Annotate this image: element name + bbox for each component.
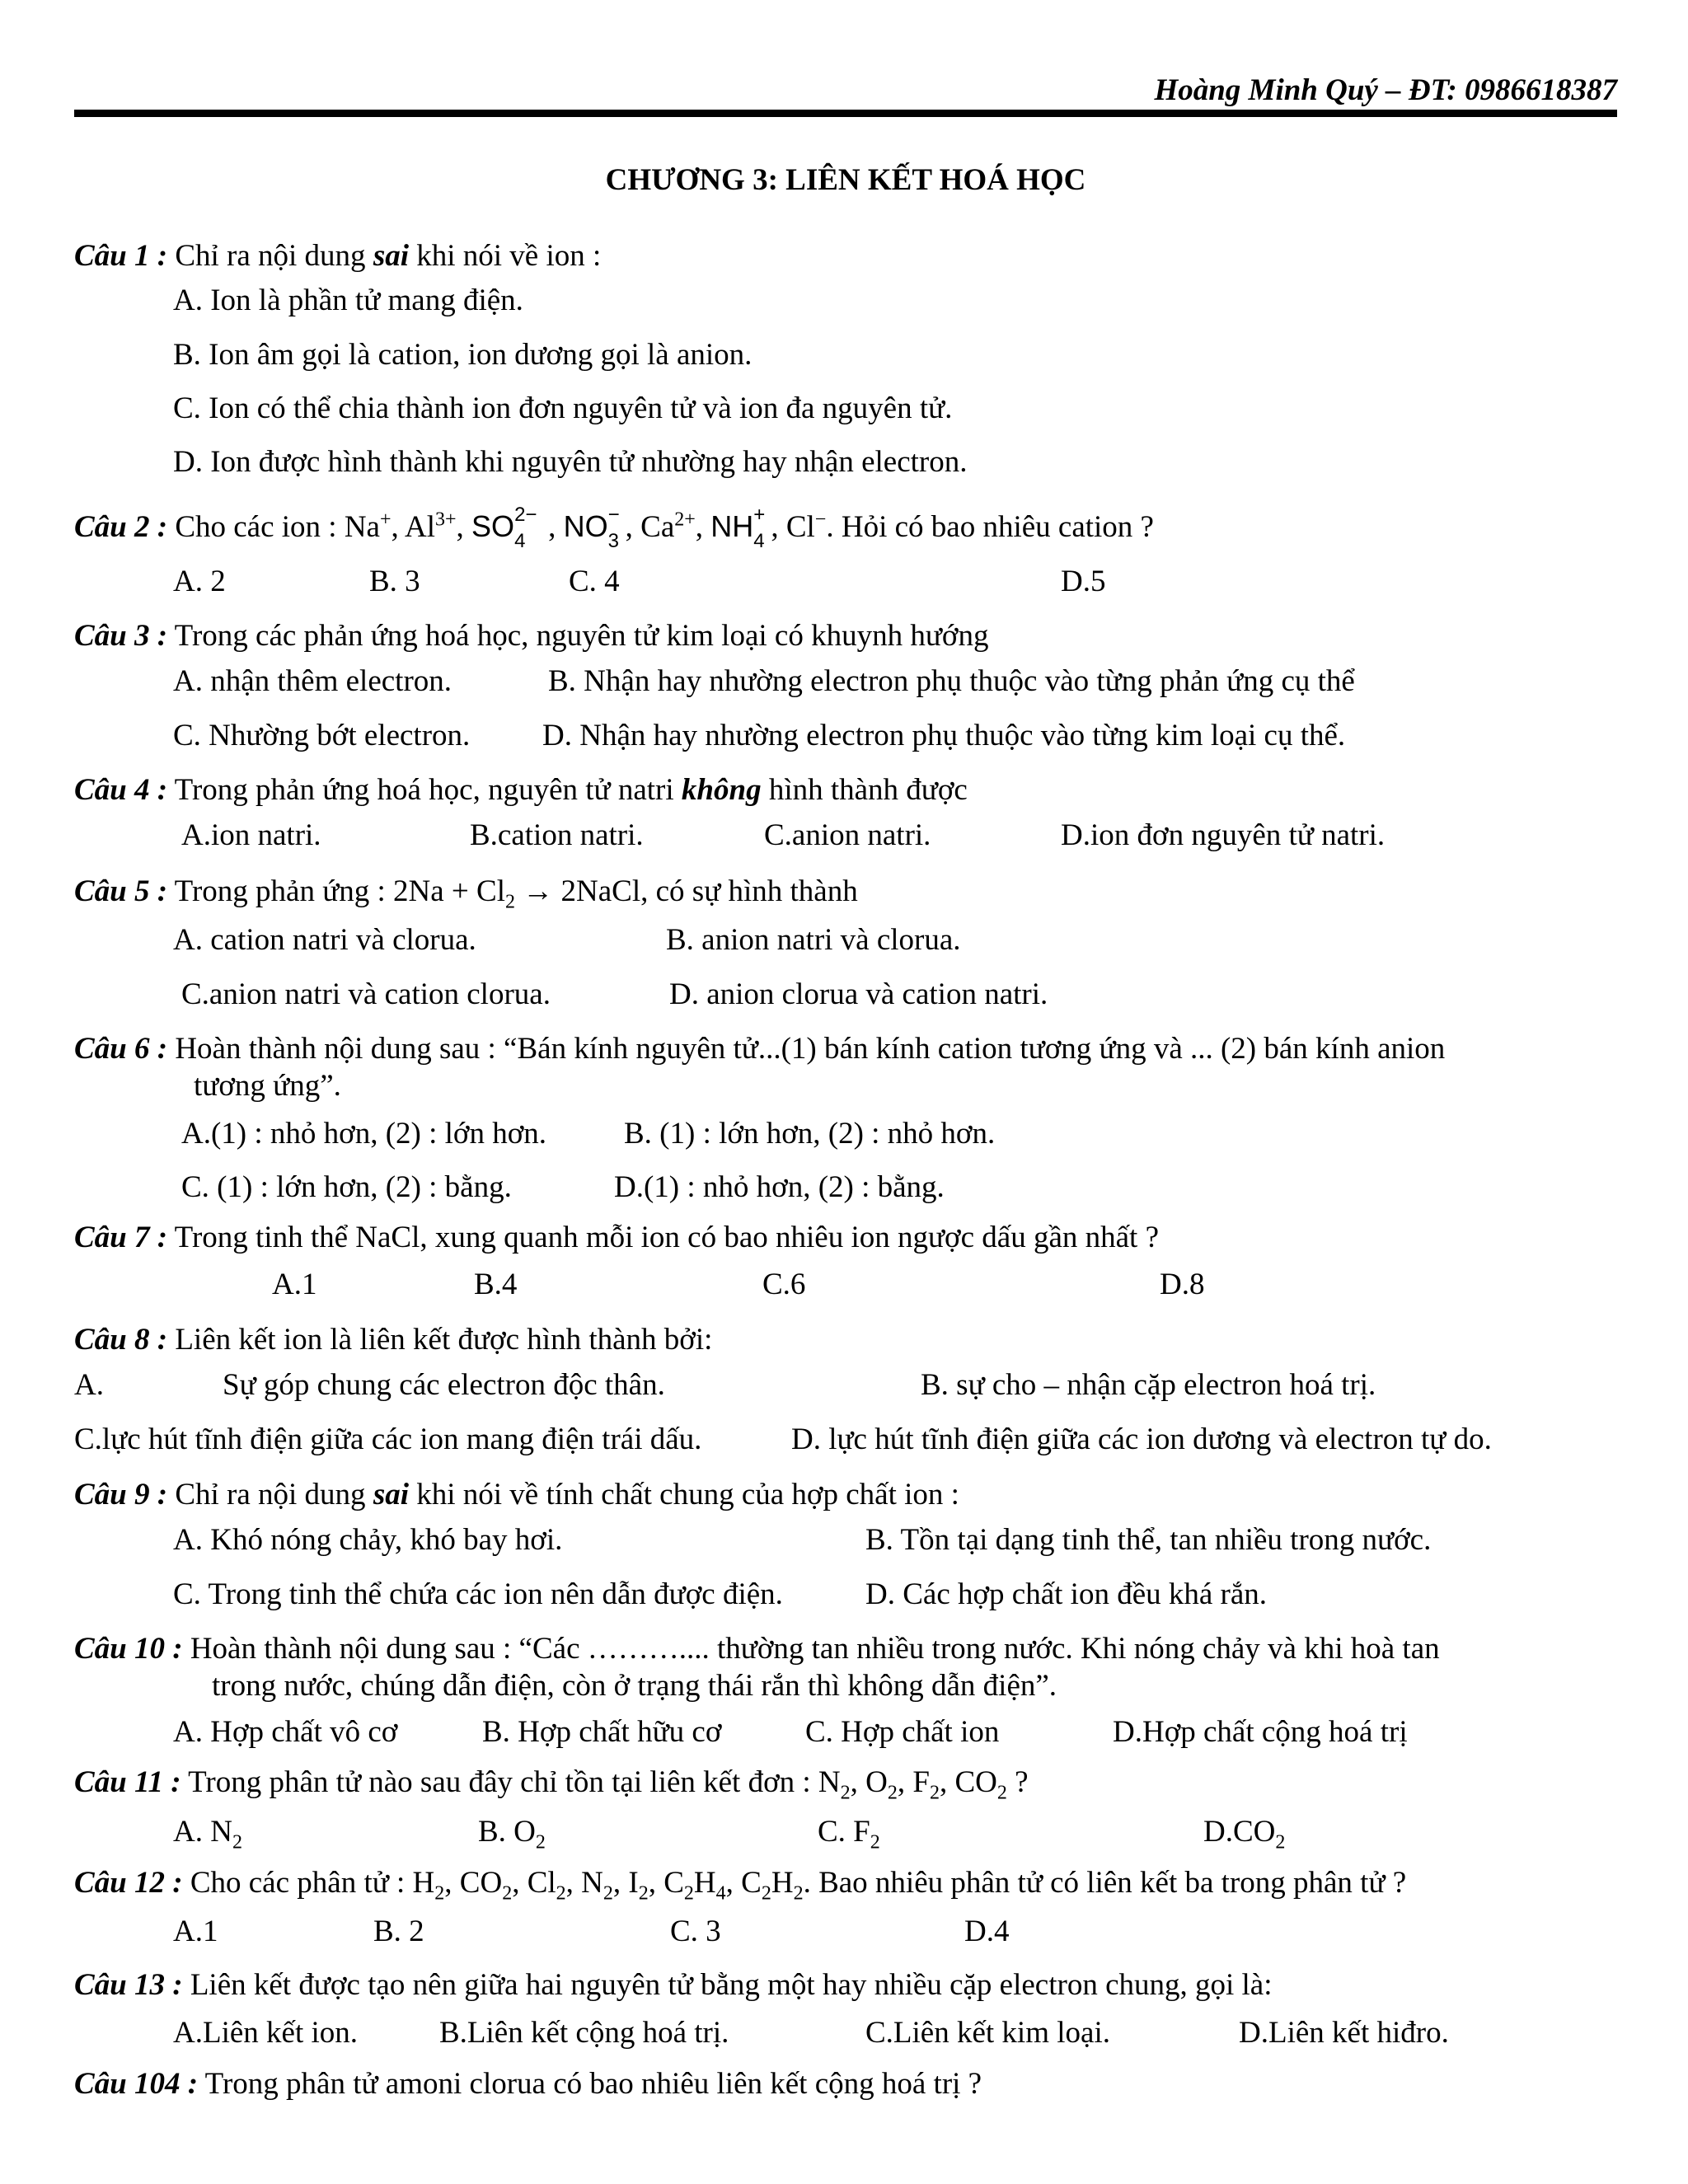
question-text: Liên kết ion là liên kết được hình thành bởi: bbox=[167, 1323, 713, 1357]
q3-option-a: A. nhận thêm electron. bbox=[173, 664, 452, 698]
q5-option-a: A. cation natri và clorua. bbox=[173, 923, 476, 957]
question-label: Câu 6 : bbox=[74, 1032, 168, 1066]
question-text: hình thành được bbox=[761, 773, 968, 807]
question-label: Câu 3 : bbox=[74, 619, 168, 653]
subscript: 2 bbox=[793, 1882, 804, 1905]
ion-ammonium: NH bbox=[710, 509, 754, 543]
q10-option-d: D.Hợp chất cộng hoá trị bbox=[1113, 1715, 1408, 1749]
subscript: 2 bbox=[840, 1782, 851, 1804]
subscript: 2 bbox=[502, 1882, 513, 1905]
q9-option-a: A. Khó nóng chảy, khó bay hơi. bbox=[173, 1523, 563, 1557]
emphasis: không bbox=[681, 773, 762, 807]
q13-option-b: B.Liên kết cộng hoá trị. bbox=[439, 2016, 729, 2050]
q7-option-d: D.8 bbox=[1160, 1268, 1205, 1301]
q10-option-c: C. Hợp chất ion bbox=[805, 1715, 1000, 1749]
question-label: Câu 13 : bbox=[74, 1968, 183, 2002]
subscript: 2 bbox=[535, 1831, 546, 1854]
q4-option-a: A.ion natri. bbox=[181, 818, 321, 852]
question-10-continuation: trong nước, chúng dẫn điện, còn ở trạng thái rắn thì không dẫn điện”. bbox=[212, 1669, 1057, 1703]
subscript: 2 bbox=[929, 1782, 940, 1804]
emphasis: sai bbox=[373, 239, 409, 273]
question-text: Trong các phản ứng hoá học, nguyên tử kim loại có khuynh hướng bbox=[167, 619, 989, 653]
question-13 bbox=[74, 1968, 1273, 2003]
q6-option-c: C. (1) : lớn hơn, (2) : bằng. bbox=[181, 1170, 512, 1204]
q3-option-b: B. Nhận hay nhường electron phụ thuộc vào từng phản ứng cụ thể bbox=[548, 664, 1355, 698]
q13-option-d: D.Liên kết hiđro. bbox=[1239, 2016, 1449, 2050]
q1-option-c: C. Ion có thể chia thành ion đơn nguyên tử và ion đa nguyên tử. bbox=[173, 391, 953, 425]
question-text: , N bbox=[565, 1866, 603, 1900]
question-text: , CO bbox=[939, 1765, 997, 1799]
q4-option-c: C.anion natri. bbox=[764, 818, 931, 852]
q11-option-d bbox=[1203, 1815, 1286, 1854]
subscript: 4 bbox=[514, 530, 526, 552]
question-2 bbox=[74, 504, 1154, 552]
q5-option-c: C.anion natri và cation clorua. bbox=[181, 977, 551, 1011]
question-104 bbox=[74, 2067, 982, 2102]
q8-option-b: B. sự cho – nhận cặp electron hoá trị. bbox=[921, 1368, 1376, 1402]
option-text: A. N bbox=[173, 1815, 232, 1849]
q5-option-b: B. anion natri và clorua. bbox=[666, 923, 961, 957]
superscript: 2− bbox=[514, 504, 537, 526]
subscript: 2 bbox=[556, 1882, 566, 1905]
chapter-title: CHƯƠNG 3: LIÊN KẾT HOÁ HỌC bbox=[605, 163, 1086, 197]
q1-option-b: B. Ion âm gọi là cation, ion dương gọi là anion. bbox=[173, 338, 753, 372]
option-text: D.CO bbox=[1203, 1815, 1276, 1849]
question-label: Câu 1 : bbox=[74, 239, 168, 273]
q11-option-a bbox=[173, 1815, 242, 1854]
superscript: 3+ bbox=[435, 509, 457, 531]
question-label: Câu 9 : bbox=[74, 1478, 168, 1511]
question-text: . Bao nhiêu phân tử có liên kết ba trong phân tử ? bbox=[803, 1866, 1407, 1900]
subscript: 3 bbox=[607, 530, 619, 552]
q8-option-c: C.lực hút tĩnh điện giữa các ion mang điện trái dấu. bbox=[74, 1422, 702, 1456]
superscript: + bbox=[753, 504, 766, 526]
q6-option-a: A.(1) : nhỏ hơn, (2) : lớn hơn. bbox=[181, 1117, 547, 1151]
question-7 bbox=[74, 1221, 1159, 1255]
question-8 bbox=[74, 1323, 712, 1357]
question-text: , C bbox=[648, 1866, 684, 1900]
question-label: Câu 7 : bbox=[74, 1221, 168, 1254]
question-text: → 2NaCl, có sự hình thành bbox=[515, 874, 858, 908]
q10-option-b: B. Hợp chất hữu cơ bbox=[482, 1715, 722, 1749]
q7-option-a: A.1 bbox=[272, 1268, 317, 1301]
emphasis: sai bbox=[373, 1478, 409, 1511]
question-6-continuation: tương ứng”. bbox=[194, 1069, 341, 1103]
question-label: Câu 12 : bbox=[74, 1866, 183, 1900]
question-text: , Cl bbox=[771, 510, 815, 544]
subscript: 2 bbox=[232, 1831, 242, 1854]
q13-option-a: A.Liên kết ion. bbox=[173, 2016, 359, 2050]
ion-nitrate: NO bbox=[563, 509, 608, 543]
q1-option-d: D. Ion được hình thành khi nguyên tử nhường hay nhận electron. bbox=[173, 445, 968, 479]
q2-option-c: C. 4 bbox=[569, 565, 620, 598]
question-text: Chỉ ra nội dung bbox=[167, 1478, 373, 1511]
question-text: ? bbox=[1006, 1765, 1029, 1799]
question-text: Trong phản ứng hoá học, nguyên tử natri bbox=[167, 773, 682, 807]
question-1 bbox=[74, 239, 601, 274]
subscript: 2 bbox=[603, 1882, 613, 1905]
q13-option-c: C.Liên kết kim loại. bbox=[865, 2016, 1110, 2050]
question-11 bbox=[74, 1765, 1029, 1804]
question-text: , CO bbox=[444, 1866, 503, 1900]
q9-option-c: C. Trong tinh thể chứa các ion nên dẫn được điện. bbox=[173, 1577, 783, 1611]
q8-option-a: Sự góp chung các electron độc thân. bbox=[223, 1368, 665, 1402]
question-text: Trong phản ứng : 2Na + Cl bbox=[167, 874, 506, 908]
question-text: Cho các phân tử : H bbox=[182, 1866, 435, 1900]
question-text: , I bbox=[612, 1866, 639, 1900]
q7-option-c: C.6 bbox=[762, 1268, 806, 1301]
superscript: − bbox=[607, 504, 620, 526]
option-text: B. O bbox=[478, 1815, 536, 1849]
q12-option-d: D.4 bbox=[964, 1915, 1010, 1948]
q9-option-b: B. Tồn tại dạng tinh thể, tan nhiều trong nước. bbox=[865, 1523, 1432, 1557]
question-label: Câu 11 : bbox=[74, 1765, 181, 1799]
question-text: Trong phân tử amoni clorua có bao nhiêu liên kết cộng hoá trị ? bbox=[198, 2067, 982, 2101]
superscript: − bbox=[814, 509, 827, 531]
subscript: 2 bbox=[761, 1882, 771, 1905]
question-text: , Al bbox=[391, 510, 435, 544]
question-text: , F bbox=[897, 1765, 930, 1799]
question-text: Cho các ion : Na bbox=[167, 510, 380, 544]
q11-option-c bbox=[818, 1815, 880, 1854]
header-rule bbox=[74, 110, 1617, 117]
question-text: Liên kết được tạo nên giữa hai nguyên tử bằng một hay nhiều cặp electron chung, gọi là: bbox=[182, 1968, 1273, 2002]
question-text: Hoàn thành nội dung sau : “Các ……….... thường tan nhiều trong nước. Khi nóng chảy và khi hoà tan bbox=[182, 1632, 1440, 1666]
superscript: + bbox=[379, 509, 392, 531]
question-text: . Hỏi có bao nhiêu cation ? bbox=[826, 510, 1154, 544]
question-5 bbox=[74, 874, 858, 913]
q4-option-d: D.ion đơn nguyên tử natri. bbox=[1061, 818, 1386, 852]
subscript: 2 bbox=[887, 1782, 898, 1804]
question-label: Câu 104 : bbox=[74, 2067, 199, 2101]
question-label: Câu 5 : bbox=[74, 874, 168, 908]
question-text: khi nói về tính chất chung của hợp chất ion : bbox=[409, 1478, 959, 1511]
question-text: , Cl bbox=[512, 1866, 556, 1900]
q5-option-d: D. anion clorua và cation natri. bbox=[669, 977, 1048, 1011]
subscript: 2 bbox=[505, 891, 516, 913]
question-3 bbox=[74, 619, 988, 654]
subscript: 2 bbox=[870, 1831, 880, 1854]
superscript: 2+ bbox=[674, 509, 696, 531]
question-10 bbox=[74, 1632, 1440, 1666]
q3-option-d: D. Nhận hay nhường electron phụ thuộc vào từng kim loại cụ thể. bbox=[542, 719, 1346, 752]
q12-option-a: A.1 bbox=[173, 1915, 218, 1948]
question-text: H bbox=[771, 1866, 794, 1900]
question-text: , bbox=[548, 510, 564, 544]
q4-option-b: B.cation natri. bbox=[470, 818, 644, 852]
q2-option-a: A. 2 bbox=[173, 565, 226, 598]
subscript: 4 bbox=[715, 1882, 726, 1905]
question-text: , bbox=[695, 510, 711, 544]
subscript: 2 bbox=[434, 1882, 445, 1905]
q10-option-a: A. Hợp chất vô cơ bbox=[173, 1715, 398, 1749]
page-header: Hoàng Minh Quý – ĐT: 0986618387 bbox=[1154, 73, 1617, 107]
subscript: 2 bbox=[1275, 1831, 1286, 1854]
q1-option-a: A. Ion là phần tử mang điện. bbox=[173, 284, 523, 317]
subscript: 2 bbox=[683, 1882, 694, 1905]
question-text: , O bbox=[850, 1765, 888, 1799]
question-text: , bbox=[456, 510, 472, 544]
q12-option-b: B. 2 bbox=[373, 1915, 424, 1948]
ion-sulfate: SO bbox=[471, 509, 515, 543]
question-text: , Ca bbox=[625, 510, 675, 544]
question-text: Hoàn thành nội dung sau : “Bán kính nguyên tử...(1) bán kính cation tương ứng và ... (2) bán kính anion bbox=[167, 1032, 1446, 1066]
question-12 bbox=[74, 1866, 1407, 1905]
q8-option-a-letter: A. bbox=[74, 1368, 104, 1402]
subsup bbox=[514, 504, 548, 552]
question-text: , C bbox=[725, 1866, 762, 1900]
subsup bbox=[753, 504, 771, 552]
question-text: H bbox=[693, 1866, 716, 1900]
question-text: khi nói về ion : bbox=[409, 239, 602, 273]
q7-option-b: B.4 bbox=[474, 1268, 518, 1301]
question-label: Câu 10 : bbox=[74, 1632, 183, 1666]
question-9 bbox=[74, 1478, 959, 1512]
q3-option-c: C. Nhường bớt electron. bbox=[173, 719, 471, 752]
subscript: 2 bbox=[996, 1782, 1007, 1804]
question-4 bbox=[74, 773, 968, 808]
q9-option-d: D. Các hợp chất ion đều khá rắn. bbox=[865, 1577, 1268, 1611]
question-6 bbox=[74, 1032, 1445, 1066]
option-text: C. F bbox=[818, 1815, 870, 1849]
q11-option-b bbox=[478, 1815, 546, 1854]
question-text: Trong tinh thể NaCl, xung quanh mỗi ion có bao nhiêu ion ngược dấu gần nhất ? bbox=[167, 1221, 1159, 1254]
q2-option-b: B. 3 bbox=[369, 565, 420, 598]
question-label: Câu 8 : bbox=[74, 1323, 168, 1357]
question-text: Trong phân tử nào sau đây chỉ tồn tại liên kết đơn : N bbox=[181, 1765, 841, 1799]
question-label: Câu 4 : bbox=[74, 773, 168, 807]
subscript: 2 bbox=[638, 1882, 649, 1905]
q8-option-d: D. lực hút tĩnh điện giữa các ion dương và electron tự do. bbox=[791, 1422, 1492, 1456]
q2-option-d: D.5 bbox=[1061, 565, 1106, 598]
question-text: Chỉ ra nội dung bbox=[167, 239, 373, 273]
q12-option-c: C. 3 bbox=[670, 1915, 721, 1948]
q6-option-d: D.(1) : nhỏ hơn, (2) : bằng. bbox=[614, 1170, 945, 1204]
subscript: 4 bbox=[753, 530, 765, 552]
question-label: Câu 2 : bbox=[74, 510, 168, 544]
q6-option-b: B. (1) : lớn hơn, (2) : nhỏ hơn. bbox=[624, 1117, 996, 1151]
subsup bbox=[607, 504, 626, 552]
